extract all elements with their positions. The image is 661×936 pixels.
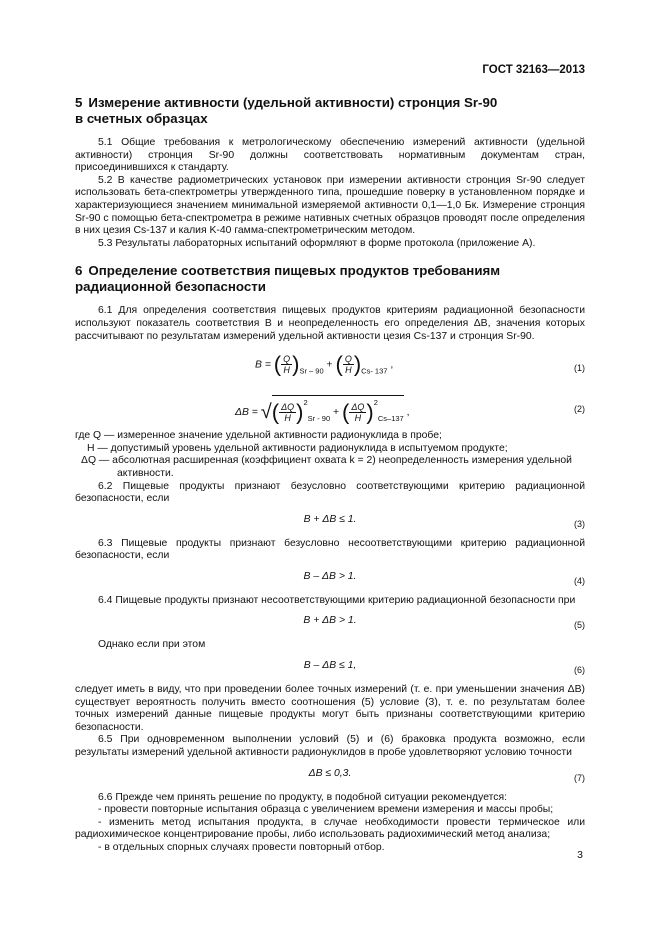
- paragraph-6-4-note: следует иметь в виду, что при проведении более точных измерений (т. е. при уменьшении значения ΔB) существует вероятность получить вместо соотношения (5) условие (3), т. е. по результатам более точных измерений данные пищевые продукты могут быть признаны соответствующими критерию безопасности.: [75, 684, 585, 733]
- formula-2-plus: +: [333, 407, 340, 419]
- paragraph-5-1: 5.1 Общие требования к метрологическому обеспечению измерений активности (удельной активности) стронция Sr-90 должны соответствовать нормативным документам стран, присоединившихся к стандарту.: [75, 137, 585, 174]
- formula-2-den-b: H: [354, 412, 362, 423]
- formula-4-expr: B – ΔB > 1.: [303, 570, 357, 582]
- formula-1-num-b: Q: [344, 354, 352, 365]
- formula-2-sub-cs: Cs–137: [377, 414, 404, 424]
- formula-2-sup-a: 2: [303, 398, 308, 408]
- formula-1-lhs: B =: [255, 359, 271, 371]
- section-6-title-line1: Определение соответствия пищевых продуктов требованиям: [88, 263, 501, 279]
- recommendation-item: - изменить метод испытания продукта, в случае необходимости провести термическое или радиохимическое концентрирование пробы, либо использовать радиохимический метод анализа;: [75, 816, 585, 841]
- where-line-h: H — допустимый уровень удельной активности радионуклида в испытуемом продукте;: [87, 442, 508, 454]
- paragraph-6-1: 6.1 Для определения соответствия пищевых продуктов критериям радиационной безопасности используют показатель соответствия B и неопределенность его определения ΔB, значения которых рассчитывают по результатам измерений удельной активности цезия Cs-137 и стронция Sr-90.: [75, 305, 585, 342]
- formula-4-number: (4): [574, 575, 585, 586]
- section-6-heading: [75, 263, 585, 294]
- paragraph-5-2: 5.2 В качестве радиометрических установок при измерении активности стронция Sr-90 следует использовать бета-спектрометры утвержденного типа, прошедшие поверку в установленном порядке и характеризующиеся значением минимальной измеряемой активности 0,1—1,0 Бк. Измерение стронция Sr-90 с помощью бета-спектрометра в режиме нативных счетных образцов проводят после определения в них цезия Cs-137 и калия K-40 гамма-спектрометрическим методом.: [75, 174, 585, 237]
- formula-3: [75, 514, 585, 532]
- formula-1-number: (1): [574, 363, 585, 374]
- formula-1-den-a: H: [283, 365, 290, 376]
- formula-2-num-b: ΔQ: [351, 401, 365, 412]
- formula-7-expr: ΔB ≤ 0,3.: [308, 767, 352, 779]
- formula-2-sup-b: 2: [373, 398, 378, 408]
- paragraph-6-4: 6.4 Пищевые продукты признают несоответствующими критерию радиационной безопасности при: [98, 594, 576, 606]
- formula-1-den-b: H: [345, 365, 352, 376]
- recommendation-item: - в отдельных спорных случаях провести повторный отбор.: [98, 842, 385, 853]
- formula-1-sub-sr: Sr – 90: [299, 366, 324, 376]
- formula-2-sub-sr: Sr - 90: [307, 414, 331, 424]
- formula-2-num-a: ΔQ: [281, 401, 295, 412]
- section-5-title-line2: в счетных образцах: [75, 110, 208, 126]
- formula-1-tail: ,: [390, 359, 394, 371]
- recommendation-item: - провести повторные испытания образца с увеличением времени измерения и массы пробы;: [98, 804, 554, 816]
- formula-1: B = ( $\frac{Q}{H}$ )$_{Sr - 90}$ + ( $\frac{Q}{H}$ )$_{Cs- 137}$ , (1): [255, 351, 585, 377]
- formula-1-num-a: Q: [283, 354, 291, 365]
- formula-1-plus: +: [326, 359, 333, 371]
- formula-3-expr: B + ΔB ≤ 1.: [303, 513, 357, 525]
- formula-2-den-a: H: [284, 412, 291, 423]
- formula-1-sub-cs: Cs- 137: [361, 366, 388, 376]
- formula-7-number: (7): [574, 772, 585, 783]
- section-6-title-line2: радиационной безопасности: [75, 278, 266, 294]
- formula-5-number: (5): [574, 620, 585, 631]
- section-5-title-line1: Измерение активности (удельной активности) стронция Sr-90: [88, 95, 498, 110]
- formula-5: [75, 615, 585, 633]
- formula-6-number: (6): [574, 665, 585, 676]
- paragraph-6-3: 6.3 Пищевые продукты признают безусловно несоответствующими критерию радиационной безопасности, если: [75, 537, 585, 562]
- section-5-number: 5: [75, 95, 83, 110]
- page-content: [75, 95, 585, 855]
- page-number: 3: [577, 849, 583, 861]
- formula-7: [75, 768, 585, 786]
- formula-6-expr: B – ΔB ≤ 1,: [303, 660, 357, 672]
- document-code: ГОСТ 32163—2013: [482, 64, 585, 76]
- formula-4: [75, 571, 585, 589]
- formula-3-number: (3): [574, 518, 585, 529]
- formula-2-tail: ,: [406, 407, 410, 419]
- where-line-q: где Q — измеренное значение удельной активности радионуклида в пробе;: [75, 430, 442, 442]
- formula-5-expr: B + ΔB > 1.: [303, 615, 357, 627]
- formula-6: [75, 660, 585, 678]
- symbol-explanations: [75, 430, 585, 480]
- section-6-number: 6: [75, 263, 83, 279]
- formula-2-number: (2): [574, 404, 585, 415]
- paragraph-6-5: 6.5 При одновременном выполнении условий (5) и (6) браковка продукта возможно, если результаты измерений удельной активности радионуклидов в пробе удовлетворяют условию точности: [75, 734, 585, 759]
- where-line-dq-cont: активности.: [117, 467, 174, 479]
- paragraph-5-3: 5.3 Результаты лабораторных испытаний оформляют в форме протокола (приложение А).: [98, 237, 536, 249]
- section-5-heading: [75, 95, 585, 126]
- where-line-dq: ΔQ — абсолютная расширенная (коэффициент охвата k = 2) неопределенность измерения удельной: [81, 455, 572, 467]
- paragraph-6-6: 6.6 Прежде чем принять решение по продукту, в подобной ситуации рекомендуется:: [98, 791, 507, 803]
- paragraph-6-4-however: Однако если при этом: [98, 639, 206, 651]
- paragraph-6-2: 6.2 Пищевые продукты признают безусловно соответствующими критерию радиационной безопасности, если: [75, 480, 585, 505]
- formula-2: ΔB = √( $\frac{\Delta Q}{H}$ )$^2_{Sr - 90}$ + ( $\frac{\Delta Q}{H}$ )$^2_{Cs-137}$ , (2): [75, 387, 585, 425]
- formula-2-lhs: ΔB =: [235, 407, 258, 419]
